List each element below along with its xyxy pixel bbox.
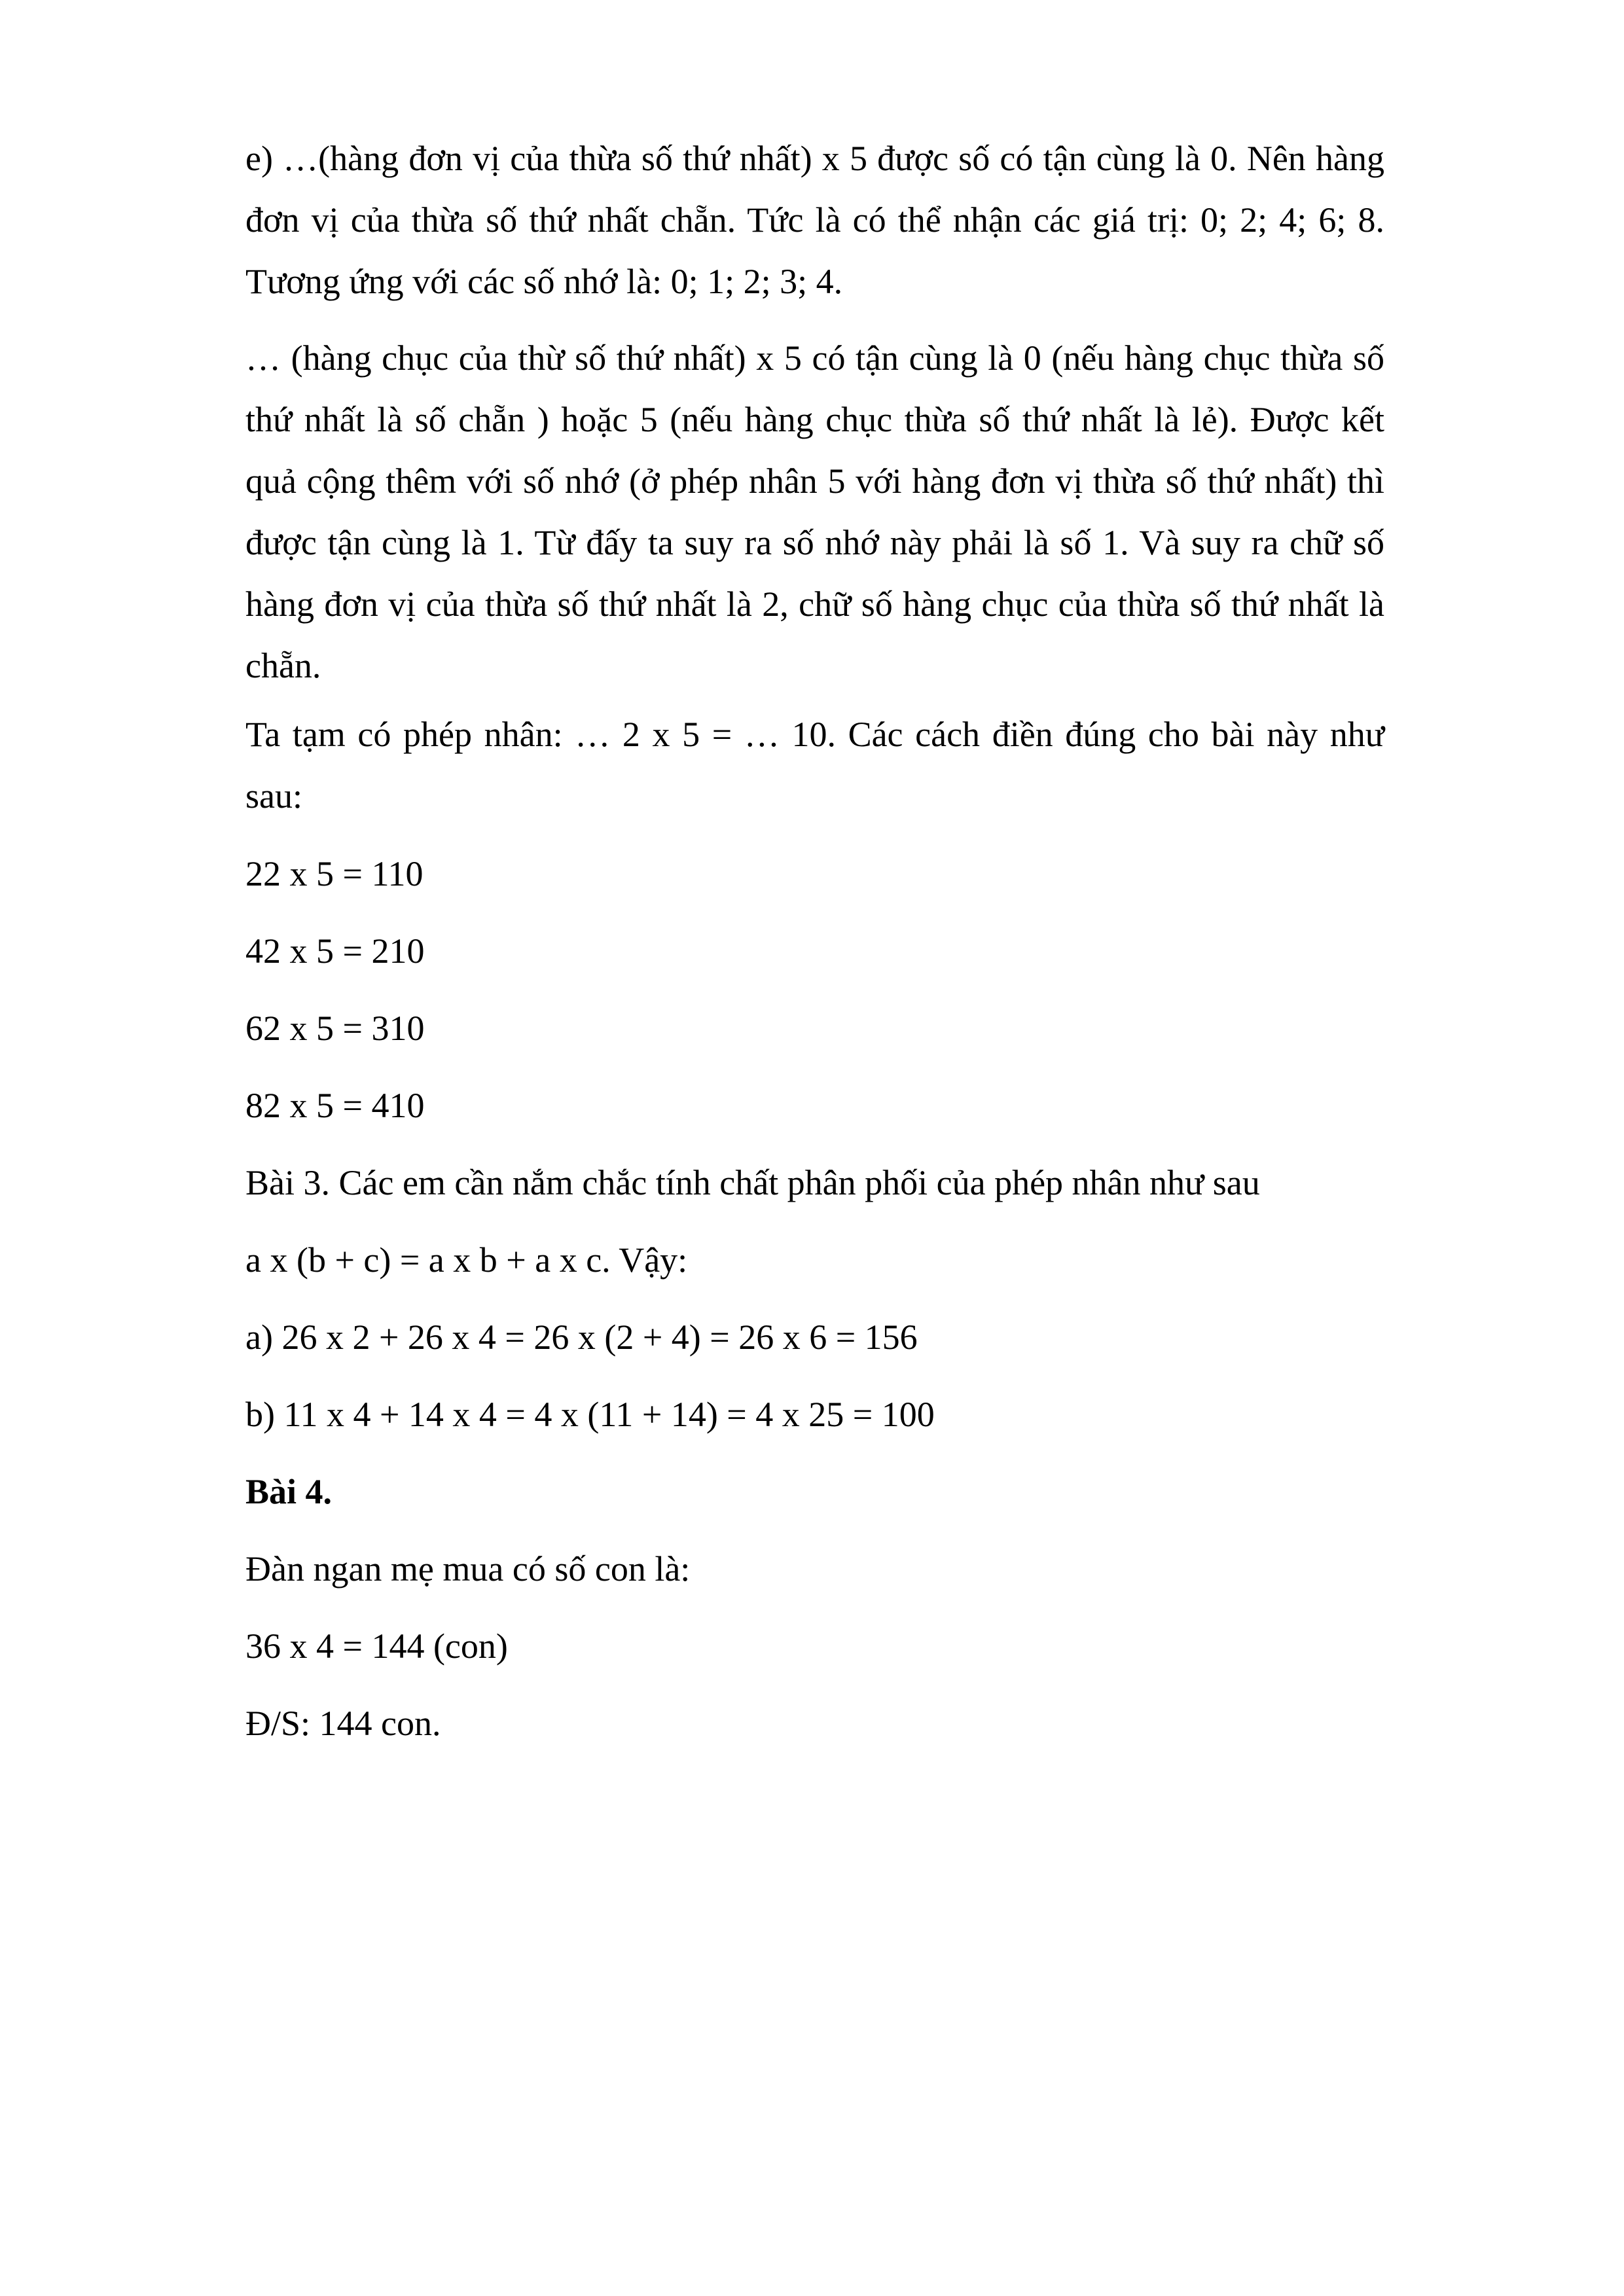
bai3-rule: a x (b + c) = a x b + a x c. Vậy:	[245, 1240, 688, 1280]
bai4-calc: 36 x 4 = 144 (con)	[245, 1626, 508, 1666]
bai4-answer: Đ/S: 144 con.	[245, 1704, 441, 1743]
bai3-part-a: a) 26 x 2 + 26 x 4 = 26 x (2 + 4) = 26 x 6 = 156	[245, 1318, 918, 1357]
bai3-part-b: b) 11 x 4 + 14 x 4 = 4 x (11 + 14) = 4 x 25 = 100	[245, 1395, 935, 1434]
paragraph-tam-co: Ta tạm có phép nhân: … 2 x 5 = … 10. Các cách điền đúng cho bài này như sau:	[245, 715, 1384, 816]
equation-line: 22 x 5 = 110	[245, 854, 424, 893]
bai3-intro: Bài 3. Các em cần nắm chắc tính chất phân phối của phép nhân như sau	[245, 1163, 1260, 1202]
paragraph-e: e) …(hàng đơn vị của thừa số thứ nhất) x 5 được số có tận cùng là 0. Nên hàng đơn vị của thừa số thứ nhất chẵn. Tức là có thể nhận các giá trị: 0; 2; 4; 6; 8. Tương ứng với các số nhớ là: 0; 1; 2; 3; 4.	[245, 139, 1384, 301]
paragraph-hang-chuc: … (hàng chục của thừ số thứ nhất) x 5 có tận cùng là 0 (nếu hàng chục thừa số thứ nhất là số chẵn ) hoặc 5 (nếu hàng chục thừa số thứ nhất là lẻ). Được kết quả cộng thêm với số nhớ (ở phép nhân 5 với hàng đơn vị thừa số thứ nhất) thì được tận cùng là 1. Từ đấy ta suy ra số nhớ này phải là số 1. Và suy ra chữ số hàng đơn vị của thừa số thứ nhất là 2, chữ số hàng chục của thừa số thứ nhất là chẵn.	[245, 338, 1384, 685]
equation-line: 82 x 5 = 410	[245, 1086, 425, 1125]
bai4-heading: Bài 4.	[245, 1472, 333, 1511]
bai4-statement: Đàn ngan mẹ mua có số con là:	[245, 1549, 691, 1588]
equation-line: 42 x 5 = 210	[245, 931, 425, 971]
equation-line: 62 x 5 = 310	[245, 1009, 425, 1048]
